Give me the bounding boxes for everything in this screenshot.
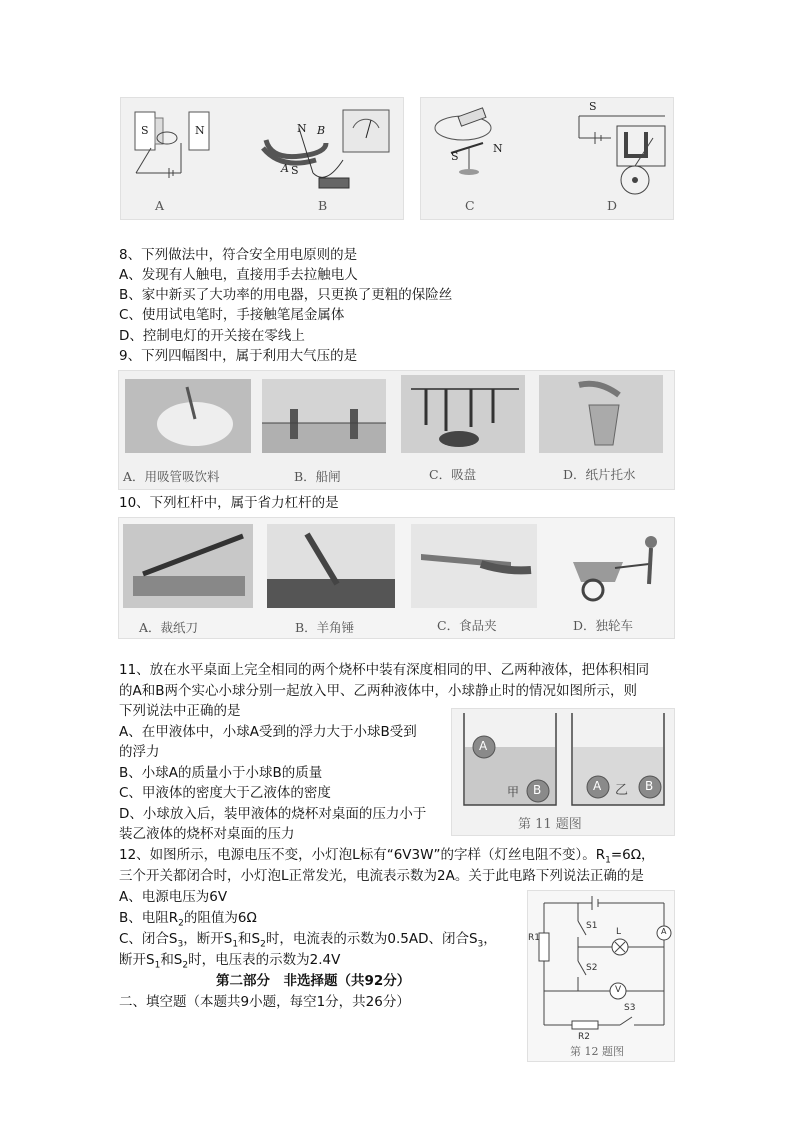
- q7-label-b: B: [318, 198, 328, 213]
- q11-label-jia: 甲: [507, 785, 520, 799]
- q10-caption-b: B．羊角锤: [295, 620, 355, 635]
- q10-caption-a: A．裁纸刀: [139, 620, 199, 635]
- q7-label-a: A: [155, 198, 165, 213]
- part2-heading: 第二部分 非选择题（共92分）: [216, 973, 411, 989]
- q7-b-label-a: A: [281, 162, 289, 175]
- q10-figure: [118, 517, 675, 639]
- q7-a-pole-n: N: [195, 124, 205, 137]
- q10-photo-d: [553, 524, 669, 608]
- q10-stem: 10、下列杠杆中，属于省力杠杆的是: [119, 495, 339, 511]
- section-fill-in-blank: 二、填空题（本题共9小题，每空1分，共26分）: [119, 994, 410, 1010]
- q11-option-a-1: A、在甲液体中，小球A受到的浮力大于小球B受到: [119, 724, 417, 740]
- q11-stem-line-2: 的A和B两个实心小球分别一起放入甲、乙两种液体中，小球静止时的情况如图所示，则: [119, 683, 637, 699]
- q8-option-a: A、发现有人触电，直接用手去拉触电人: [119, 267, 358, 283]
- q11-label-a-jia: A: [479, 739, 488, 753]
- q10-photo-c: [411, 524, 537, 608]
- q11-label-yi: 乙: [615, 783, 629, 798]
- q11-option-a-2: 的浮力: [119, 744, 160, 760]
- q11-option-d-1: D、小球放入后，装甲液体的烧杯对桌面的压力小于: [119, 806, 427, 822]
- q12-circuit-drawing: [528, 891, 674, 1061]
- q9-caption-a: A．用吸管吸饮料: [123, 469, 220, 484]
- q11-option-b: B、小球A的质量小于小球B的质量: [119, 765, 323, 781]
- q7-figure-cd-drawing: [421, 98, 673, 219]
- q9-caption-d: D．纸片托水: [563, 467, 636, 482]
- q7-label-d: D: [607, 198, 618, 213]
- q7-b-label-s: S: [291, 164, 299, 177]
- q12-caption: 第 12 题图: [570, 1045, 624, 1058]
- q9-stem: 9、下列四幅图中，属于利用大气压的是: [119, 348, 358, 364]
- q12-label-voltmeter: V: [615, 985, 622, 995]
- q8-option-c: C、使用试电笔时，手接触笔尾金属体: [119, 307, 345, 323]
- q7-c-pole-s: S: [451, 150, 459, 163]
- q11-label-b-yi: B: [645, 779, 654, 793]
- q10-photo-a: [123, 524, 253, 608]
- q12-label-l: L: [616, 927, 622, 937]
- q9-photo-b: [262, 379, 386, 453]
- q9-figure: [118, 370, 675, 490]
- q7-c-pole-n: N: [493, 142, 503, 155]
- q11-option-d-2: 装乙液体的烧杯对桌面的压力: [119, 826, 295, 842]
- q12-option-a: A、电源电压为6V: [119, 889, 228, 905]
- q11-label-b-jia: B: [533, 783, 542, 797]
- q11-figure: [451, 708, 675, 836]
- q7-figure-left: [120, 97, 404, 220]
- q12-option-d-line-2: 断开$S_1$和$S_2$时，电压表的示数为2.4V: [119, 952, 341, 971]
- q10-photo-b: [267, 524, 395, 608]
- q12-option-b: B、电阻$R_2$的阻值为6Ω: [119, 910, 257, 929]
- q12-label-s1: S1: [586, 921, 598, 931]
- q8-stem: 8、下列做法中，符合安全用电原则的是: [119, 247, 358, 263]
- q12-stem-line-2: 三个开关都闭合时，小灯泡L正常发光，电流表示数为2A。关于此电路下列说法正确的是: [119, 868, 644, 884]
- q12-label-s3: S3: [624, 1003, 636, 1013]
- q7-b-label-n: N: [297, 122, 307, 135]
- q9-photo-d: [539, 375, 663, 453]
- q12-label-s2: S2: [586, 963, 598, 973]
- q12-figure: [527, 890, 675, 1062]
- q8-option-b: B、家中新买了大功率的用电器，只更换了更粗的保险丝: [119, 287, 453, 303]
- q9-caption-c: C．吸盘: [429, 467, 477, 482]
- q12-label-ammeter: A: [661, 927, 667, 936]
- q12-option-c-d-line-1: C、闭合$S_3$，断开$S_1$和$S_2$时，电流表的示数为0.5AD、闭合$S_3$，: [119, 931, 497, 950]
- q9-photo-a: [125, 379, 251, 453]
- q10-caption-c: C．食品夹: [437, 618, 497, 633]
- q11-stem-line-1: 11、放在水平桌面上完全相同的两个烧杯中装有深度相同的甲、乙两种液体，把体积相同: [119, 662, 650, 678]
- q11-option-c: C、甲液体的密度大于乙液体的密度: [119, 785, 331, 801]
- q7-figure-right: [420, 97, 674, 220]
- q12-stem-line-1: 12、如图所示，电源电压不变，小灯泡L标有“6V3W”的字样（灯丝电阻不变）。$R_1=6\Omega$，: [119, 847, 655, 866]
- q8-option-d: D、控制电灯的开关接在零线上: [119, 328, 305, 344]
- q9-caption-b: B．船闸: [294, 469, 341, 484]
- q7-b-label-b: B: [317, 124, 326, 137]
- q7-d-switch-label: S: [589, 100, 597, 113]
- q12-label-r1: R1: [528, 933, 540, 943]
- q10-caption-d: D．独轮车: [573, 618, 634, 633]
- q11-label-a-yi: A: [593, 779, 602, 793]
- q9-photo-c: [401, 375, 525, 453]
- q12-label-r2: R2: [578, 1032, 590, 1042]
- q11-caption: 第 11 题图: [518, 817, 582, 832]
- q7-label-c: C: [465, 198, 475, 213]
- q7-a-pole-s: S: [141, 124, 149, 137]
- q11-stem-line-3: 下列说法中正确的是: [119, 703, 241, 719]
